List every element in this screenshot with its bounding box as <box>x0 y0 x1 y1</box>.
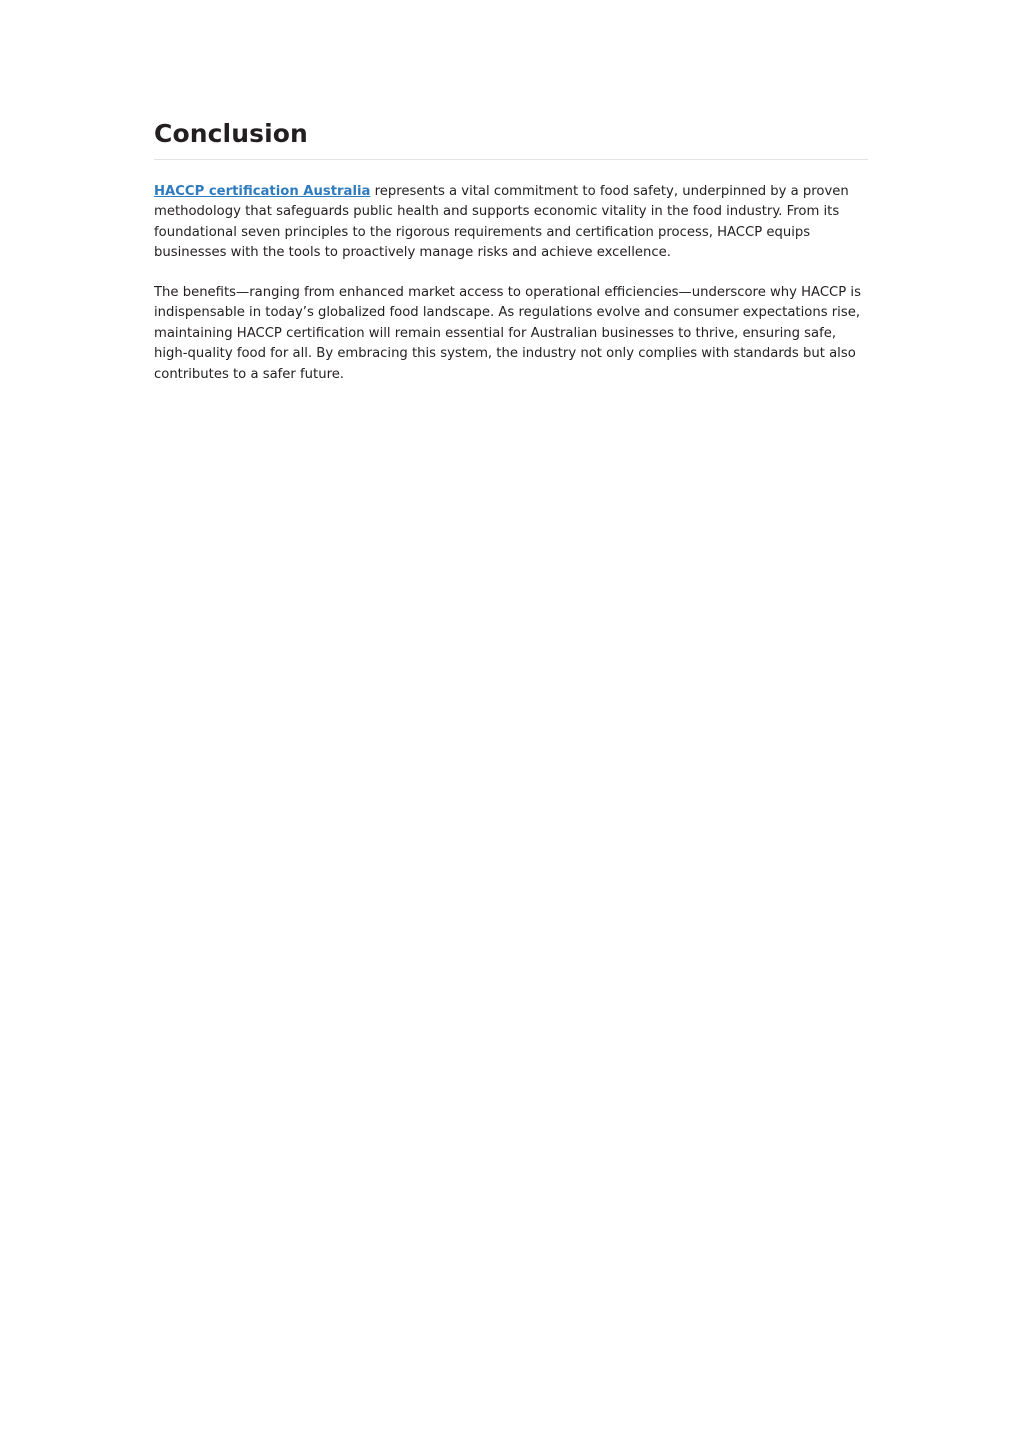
page-title: Conclusion <box>154 119 308 148</box>
paragraph-1-text: represents a vital commitment to food safety, underpinned by a proven methodology that safeguards public health and supports economic vitality in the food industry. From its foundational seven principles to the rigorous requirements and certification process, HACCP equips businesses with the tools to proactively manage risks and achieve excellence. <box>154 183 849 261</box>
haccp-certification-australia-link[interactable]: HACCP certification Australia <box>154 183 371 199</box>
document-content <box>154 120 868 385</box>
title-divider <box>154 159 868 160</box>
paragraph-1 <box>154 182 868 264</box>
paragraph-2: The benefits—ranging from enhanced market access to operational efficiencies—underscore why HACCP is indispensable in today’s globalized food landscape. As regulations evolve and consumer expectations rise, maintaining HACCP certification will remain essential for Australian businesses to thrive, ensuring safe, high-quality food for all. By embracing this system, the industry not only complies with standards but also contributes to a safer future. <box>154 284 861 382</box>
